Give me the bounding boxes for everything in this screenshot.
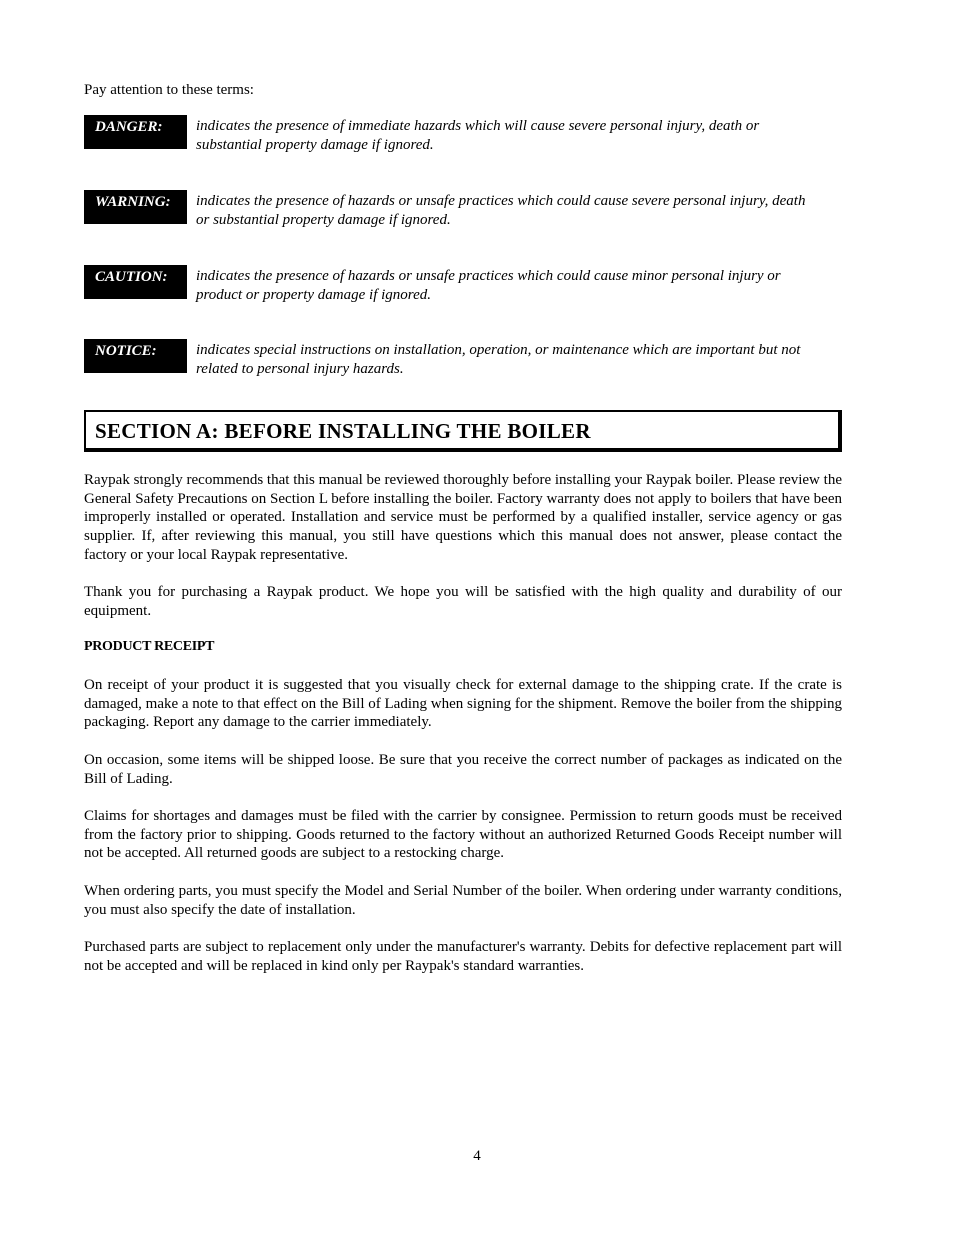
- term-desc-danger: indicates the presence of immediate hazards which will cause severe personal injury, death or substantial property damage if ignored.: [196, 118, 760, 153]
- term-desc-warning: indicates the presence of hazards or unsafe practices which could cause severe personal injury, death or substantial property damage if ignored.: [196, 193, 806, 228]
- paragraph-thank-you: Thank you for purchasing a Raypak product. We hope you will be satisfied with the high quality and durability of our equipment.: [84, 584, 842, 619]
- page-number: 4: [473, 1148, 481, 1164]
- paragraph-purchased-parts: Purchased parts are subject to replacement only under the manufacturer's warranty. Debits for defective replacement part will not be accepted and will be replaced in kind only per Raypak's standard warranties.: [84, 939, 842, 974]
- paragraph-claims: Claims for shortages and damages must be filed with the carrier by consignee. Permission to return goods must be received from the factory prior to shipping. Goods returned to the factory without an authorized Returned Goods Receipt number will not be accepted. All returned goods are subject to a restocking charge.: [84, 808, 842, 862]
- subheading-product-receipt: PRODUCT RECEIPT: [84, 639, 215, 654]
- term-desc-notice: indicates special instructions on installation, operation, or maintenance which are important but not related to personal injury hazards.: [196, 342, 801, 377]
- intro-text: Pay attention to these terms:: [84, 82, 254, 98]
- term-label-caution: CAUTION:: [84, 265, 187, 299]
- term-label-danger: DANGER:: [84, 115, 187, 149]
- paragraph-recommendation: Raypak strongly recommends that this manual be reviewed thoroughly before installing your Raypak boiler. Please review the General Safety Precautions on Section L before installing the boiler. Factory warranty does not apply to boilers that have been improperly installed or operated. Installation and service must be performed by a qualified installer, service agency or gas supplier. If, after reviewing this manual, you still have questions which this manual does not answer, please contact the factory or your local Raypak representative.: [84, 472, 842, 563]
- term-caution: [84, 265, 844, 305]
- section-title: SECTION A: BEFORE INSTALLING THE BOILER: [95, 419, 591, 443]
- paragraph-receipt-check: On receipt of your product it is suggested that you visually check for external damage to the shipping crate. If the crate is damaged, make a note to that effect on the Bill of Lading when signing for the shipment. Remove the boiler from the shipping packaging. Report any damage to the carrier immediately.: [84, 677, 842, 731]
- paragraph-ordering-parts: When ordering parts, you must specify the Model and Serial Number of the boiler. When ordering under warranty conditions, you must also specify the date of installation.: [84, 883, 842, 918]
- section-header-box: [84, 410, 842, 452]
- paragraph-loose-items: On occasion, some items will be shipped loose. Be sure that you receive the correct number of packages as indicated on the Bill of Lading.: [84, 752, 842, 787]
- term-warning: [84, 190, 844, 230]
- term-notice: [84, 339, 844, 379]
- term-label-warning: WARNING:: [84, 190, 187, 224]
- term-label-notice: NOTICE:: [84, 339, 187, 373]
- term-danger: [84, 115, 844, 155]
- term-desc-caution: indicates the presence of hazards or unsafe practices which could cause minor personal injury or product or property damage if ignored.: [196, 268, 781, 303]
